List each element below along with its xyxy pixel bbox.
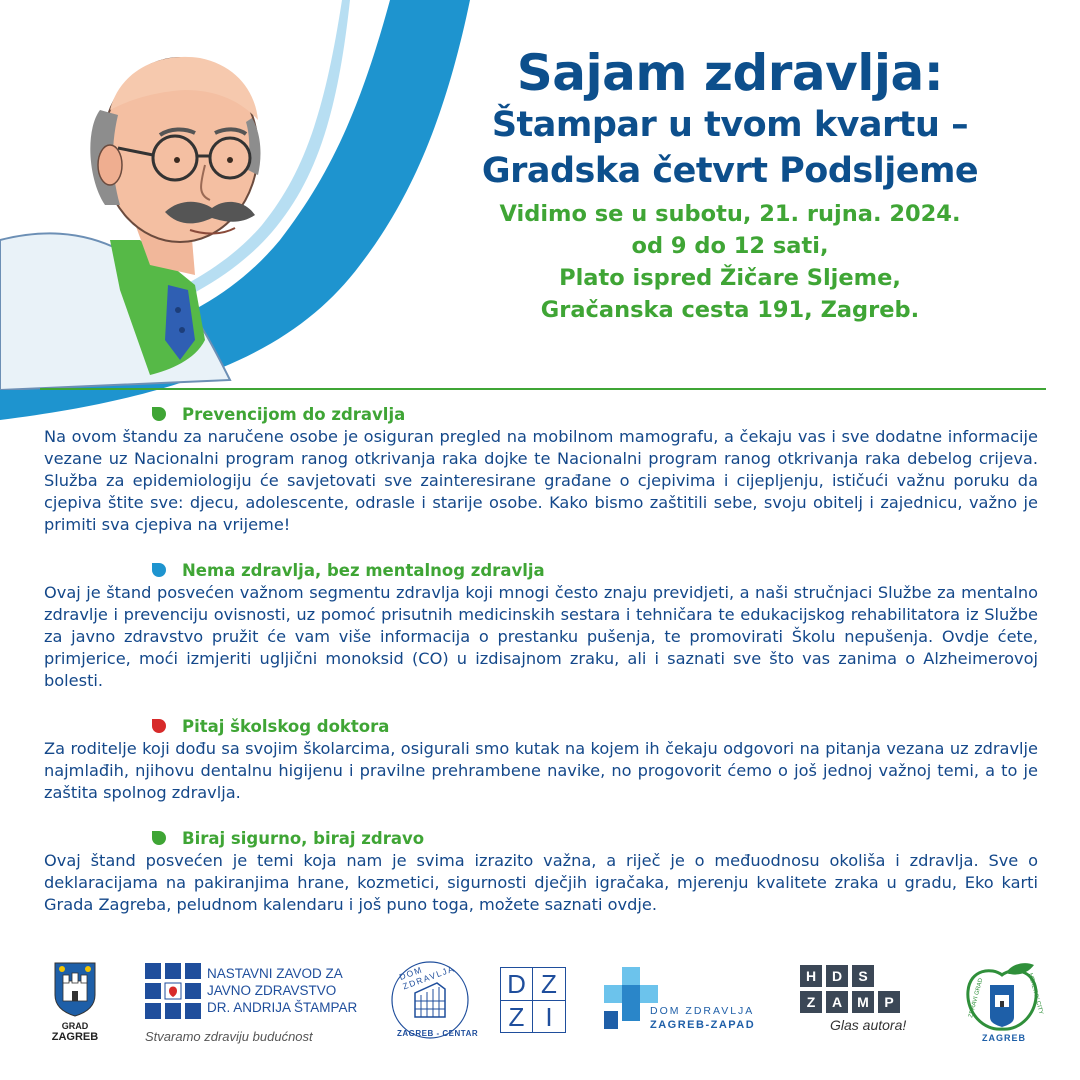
stand-sections <box>44 402 1038 938</box>
logo-dz-zagreb-zapad <box>602 967 767 1037</box>
logo-dz-zagreb-centar <box>385 955 479 1045</box>
logo-label: DR. ANDRIJA ŠTAMPAR <box>207 1000 358 1015</box>
zagreb-coat-of-arms-icon <box>53 961 97 1017</box>
logo-tagline: Glas autora! <box>830 1017 907 1033</box>
event-time: od 9 do 12 sati, <box>631 233 829 259</box>
red-leaf-icon <box>152 719 166 733</box>
logo-hds-zamp <box>798 965 918 1045</box>
page-subtitle-line-1: Štampar u tvom kvartu – <box>491 105 969 145</box>
event-date: Vidimo se u subotu, 21. rujna. 2024. <box>499 201 961 227</box>
logo-healthy-city-zagreb <box>962 961 1042 1045</box>
event-address: Gračanska cesta 191, Zagreb. <box>540 297 920 323</box>
section-body: Ovaj štand posvećen je temi koja nam je svima izrazito važna, a riječ je o međuodnosu okoliša i zdravlja. Sve o deklaracijama na pakiranjima hrane, kozmetici, sigurnosti dječjih igračaka, mjerenju kvalitete zraka u gradu, Eko karti Grada Zagreba, peludnom kalendaru i još puno toga, možete saznati ovdje. <box>44 851 1038 914</box>
logo-label: ZAGREB <box>51 1031 99 1043</box>
section-body: Na ovom štandu za naručene osobe je osiguran pregled na mobilnom mamografu, a čekaju vas i sve dodatne informacije vezane uz Nacionalni program ranog otkrivanja raka dojke te Nacionalni program ranog otkrivanja raka debelog crijeva. Služba za epidemiologiju će savjetovati sve zainteresirane građane o cjepivima i cijepljenju, ističući važnu poruku da cjepiva štite sve: djecu, adolescente, odrasle i starije osobe. Kako bismo zaštitili sebe, svoju obitelj i zajednicu, važno je primiti sva cjepiva na vrijeme! <box>44 427 1038 534</box>
section-skolski-doktor <box>44 714 1038 804</box>
event-header <box>470 44 990 326</box>
logo-dzzi <box>500 967 566 1033</box>
section-title: Nema zdravlja, bez mentalnog zdravlja <box>182 560 545 580</box>
section-prevencija <box>44 402 1038 536</box>
dr-stampar-portrait <box>0 40 300 390</box>
page-subtitle-line-2: Gradska četvrt Podsljeme <box>481 151 979 191</box>
logo-letter: Z <box>800 991 822 1013</box>
logo-letter: Z <box>533 968 565 1001</box>
section-title: Pitaj školskog doktora <box>182 716 390 736</box>
section-biraj-sigurno <box>44 826 1038 916</box>
logo-letter: D <box>826 965 848 987</box>
page-title: Sajam zdravlja: <box>516 44 944 102</box>
logo-label: GRAD <box>61 1021 89 1031</box>
logo-letter: H <box>800 965 822 987</box>
section-title: Prevencijom do zdravlja <box>182 404 406 424</box>
green-leaf-icon <box>152 831 166 845</box>
divider-line <box>40 388 1046 390</box>
section-header <box>152 402 1038 426</box>
logo-label: JAVNO ZDRAVSTVO <box>207 983 337 998</box>
logo-letter: Z <box>501 1001 533 1033</box>
section-body: Za roditelje koji dođu sa svojim školarcima, osigurali smo kutak na kojem ih čekaju odgovori na pitanja vezana uz zdravlje najmlađih, njihovu dentalnu higijenu i pravilne prehrambene navike, no progovorit ćemo o još jednoj važnoj temi, a to je zaštita spolnog zdravlja. <box>44 739 1038 802</box>
hds-row <box>800 965 918 987</box>
logo-label: ZDRAVI GRAD <box>968 977 985 1019</box>
logo-label: ZAGREB - CENTAR <box>397 1029 479 1038</box>
logo-label: DOM ZDRAVLJA <box>397 963 457 992</box>
nzjz-grid-icon <box>145 963 201 1019</box>
blue-leaf-icon <box>152 563 166 577</box>
zamp-row <box>800 991 918 1013</box>
partner-logos <box>0 955 1080 1080</box>
section-title: Biraj sigurno, biraj zdravo <box>182 828 425 848</box>
logo-label: HEALTHY CITY <box>1026 972 1044 1016</box>
section-header <box>152 826 1038 850</box>
section-header <box>152 714 1038 738</box>
logo-label: NASTAVNI ZAVOD ZA <box>207 966 343 981</box>
logo-tagline: Stvaramo zdraviju budućnost <box>145 1029 313 1044</box>
logo-letter: M <box>852 991 874 1013</box>
logo-letter: S <box>852 965 874 987</box>
logo-letter: I <box>545 1002 553 1032</box>
event-place: Plato ispred Žičare Sljeme, <box>559 265 901 291</box>
logo-letter: P <box>878 991 900 1013</box>
section-body: Ovaj je štand posvećen važnom segmentu zdravlja koji mnogi često znaju previdjeti, a naši stručnjaci Službe za mentalno zdravlje i prevenciju ovisnosti, uz pomoć prisutnih medicinskih sestara i tehničara te edukacijskog rehabilitatora iz Službe za javno zdravstvo pružit će vam više informacija o prestanku pušenja, te promovirati Školu nepušenja. Ovdje ćete, primjerice, moći izmjeriti ugljični monoksid (CO) u izdisajnom zraku, ali i saznati sve što vas zanima o Alzheimerovoj bolesti. <box>44 583 1038 690</box>
section-mentalno-zdravlje <box>44 558 1038 692</box>
logo-label: DOM ZDRAVLJA <box>650 1005 755 1017</box>
logo-label: ZAGREB-ZAPAD <box>650 1019 756 1031</box>
logo-label: ZAGREB <box>982 1033 1026 1043</box>
logo-letter: D <box>501 968 533 1001</box>
section-header <box>152 558 1038 582</box>
event-info <box>470 198 990 326</box>
green-leaf-icon <box>152 407 166 421</box>
logo-grad-zagreb <box>50 961 100 1043</box>
logo-letter: A <box>826 991 848 1013</box>
